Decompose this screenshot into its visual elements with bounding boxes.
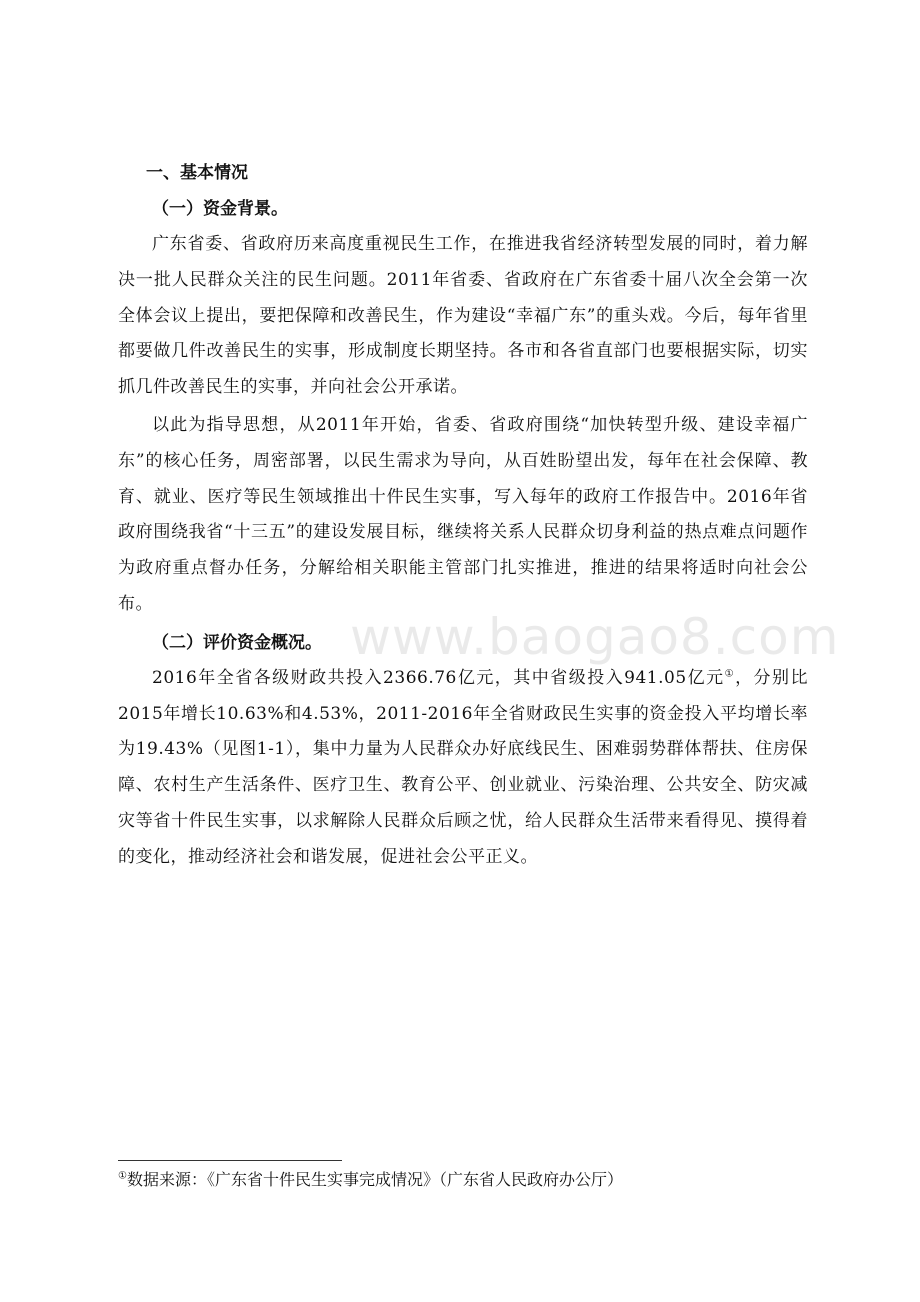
- paragraph-funding-overview-part1: 2016年全省各级财政共投入2366.76亿元，其中省级投入941.05亿元: [152, 667, 725, 688]
- subsection-heading-funding-background: （一）资金背景。: [152, 199, 288, 219]
- document-body: [118, 157, 808, 876]
- footnote-reference-mark: ①: [724, 668, 736, 680]
- footnote-text: 数据来源：《广东省十件民生实事完成情况》（广东省人民政府办公厅）: [126, 1170, 623, 1189]
- paragraph-funding-overview-part2: ，分别比2015年增长10.63%和4.53%，2011-2016年全省财政民生实事的资金投入平均增长率为19.43%（见图1-1），集中力量为人民群众办好底线民生、困难弱势群体帮扶、住房保障、农村生产生活条件、医疗卫生、教育公平、创业就业、污染治理、公共安全、防灾减灾等省十件民生实事，以求解除人民群众后顾之忧，给人民群众生活带来看得见、摸得着的变化，推动经济社会和谐发展，促进社会公平正义。: [118, 667, 809, 867]
- paragraph-funding-overview: [118, 661, 808, 876]
- footnote-divider: [118, 1160, 342, 1161]
- paragraph-background-1: 广东省委、省政府历来高度重视民生工作，在推进我省经济转型发展的同时，着力解决一批人民群众关注的民生问题。2011年省委、省政府在广东省委十届八次全会第一次全体会议上提出，要把保障和改善民生，作为建设“幸福广东”的重头戏。今后，每年省里都要做几件改善民生的实事，形成制度长期坚持。各市和各省直部门也要根据实际，切实抓几件改善民生的实事，并向社会公开承诺。: [118, 234, 808, 398]
- footnote-mark: ①: [118, 1170, 127, 1182]
- section-heading: 一、基本情况: [146, 163, 248, 183]
- watermark: www.baogao8.com: [350, 608, 840, 666]
- footnote: [118, 1167, 808, 1193]
- subsection-heading-funding-overview: （二）评价资金概况。: [152, 632, 322, 653]
- paragraph-background-2: 以此为指导思想，从2011年开始，省委、省政府围绕“加快转型升级、建设幸福广东”的核心任务，周密部署，以民生需求为导向，从百姓盼望出发，每年在社会保障、教育、就业、医疗等民生领域推出十件民生实事，写入每年的政府工作报告中。2016年省政府围绕我省“十三五”的建设发展目标，继续将关系人民群众切身利益的热点难点问题作为政府重点督办任务，分解给相关职能主管部门扎实推进，推进的结果将适时向社会公布。: [118, 414, 808, 614]
